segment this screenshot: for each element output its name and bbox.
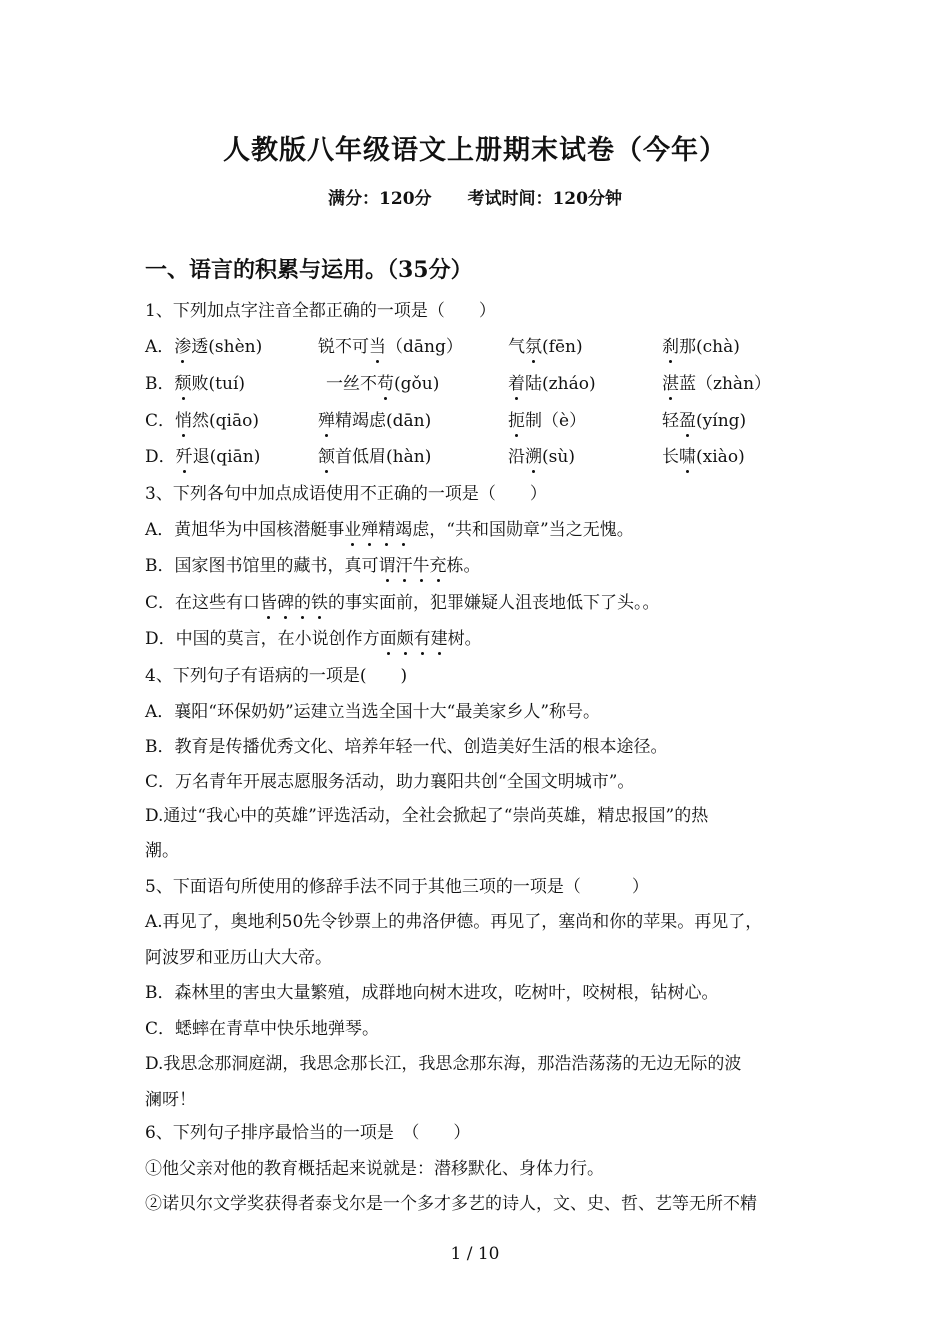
q1-option: 湛蓝（zhàn） xyxy=(662,369,771,394)
q5-option-b: B．森林里的害虫大量繁殖，成群地向树木进攻，吃树叶，咬树根，钻树心。 xyxy=(145,983,719,1003)
q4-option-d-cont: 潮。 xyxy=(145,841,179,861)
q5-option-a: A.再见了，奥地利50先令钞票上的弗洛伊德。再见了，塞尚和你的苹果。再见了， xyxy=(145,912,763,932)
q1-option: 轻盈(yíng) xyxy=(662,406,746,431)
q1-option: D．歼退(qiān) xyxy=(145,442,260,467)
q1-stem: 1、下列加点字注音全都正确的一项是（ ） xyxy=(145,301,496,321)
q1-option: 长啸(xiào) xyxy=(662,442,745,467)
q5-stem: 5、下面语句所使用的修辞手法不同于其他三项的一项是（ ） xyxy=(145,877,649,897)
q3-stem: 3、下列各句中加点成语使用不正确的一项是（ ） xyxy=(145,484,547,504)
q6-sentence-1: ①他父亲对他的教育概括起来说就是：潜移默化、身体力行。 xyxy=(145,1159,604,1179)
full-score: 满分：120分 xyxy=(328,189,432,209)
q5-option-d: D.我思念那洞庭湖，我思念那长江，我思念那东海，那浩浩荡荡的无边无际的波 xyxy=(145,1054,742,1074)
q1-option: 气氛(fēn) xyxy=(508,332,583,357)
q3-option-b: B．国家图书馆里的藏书，真可谓汗牛充栋。 xyxy=(145,551,481,576)
page-title: 人教版八年级语文上册期末试卷（今年） xyxy=(223,135,727,166)
q1-option: 一丝不苟(gǒu) xyxy=(326,369,439,394)
q1-option: 着陆(zháo) xyxy=(508,369,596,394)
page-number: 1 / 10 xyxy=(450,1244,500,1264)
exam-time: 考试时间：120分钟 xyxy=(467,189,622,209)
q4-option-d: D.通过“我心中的英雄”评选活动，全社会掀起了“崇尚英雄，精忠报国”的热 xyxy=(145,806,709,826)
q4-option-a: A．襄阳“环保奶奶”运建立当选全国十大“最美家乡人”称号。 xyxy=(145,702,601,722)
q6-sentence-2: ②诺贝尔文学奖获得者泰戈尔是一个多才多艺的诗人，文、史、哲、艺等无所不精 xyxy=(145,1194,757,1214)
q1-option: 沿溯(sù) xyxy=(508,442,575,467)
q1-option: 锐不可当（dāng） xyxy=(318,332,463,357)
q5-option-d-cont: 澜呀！ xyxy=(145,1090,196,1110)
q5-option-a-cont: 阿波罗和亚历山大大帝。 xyxy=(145,948,332,968)
q1-option: 扼制（è） xyxy=(508,406,586,431)
section-heading: 一、语言的积累与运用。（35分） xyxy=(145,257,473,283)
q3-option-c: C．在这些有口皆碑的铁的事实面前，犯罪嫌疑人沮丧地低下了头。。 xyxy=(145,588,660,613)
q1-option: A．渗透(shèn) xyxy=(145,332,262,357)
q1-option: 殚精竭虑(dān) xyxy=(318,406,431,431)
q5-option-c: C．蟋蟀在青草中快乐地弹琴。 xyxy=(145,1019,380,1039)
exam-info xyxy=(0,184,950,209)
q3-option-a: A．黄旭华为中国核潜艇事业殚精竭虑，“共和国勋章”当之无愧。 xyxy=(145,515,634,540)
q4-stem: 4、下列句子有语病的一项是( ) xyxy=(145,666,408,686)
q4-option-b: B．教育是传播优秀文化、培养年轻一代、创造美好生活的根本途径。 xyxy=(145,737,668,757)
q1-option: C．悄然(qiāo) xyxy=(145,406,259,431)
q6-stem: 6、下列句子排序最恰当的一项是 （ ） xyxy=(145,1123,471,1143)
q1-option: 刹那(chà) xyxy=(662,332,740,357)
q3-option-d: D．中国的莫言，在小说创作方面颇有建树。 xyxy=(145,624,482,649)
q4-option-c: C．万名青年开展志愿服务活动，助力襄阳共创“全国文明城市”。 xyxy=(145,772,635,792)
q1-option: B．颓败(tuí) xyxy=(145,369,245,394)
q1-option: 颔首低眉(hàn) xyxy=(318,442,431,467)
